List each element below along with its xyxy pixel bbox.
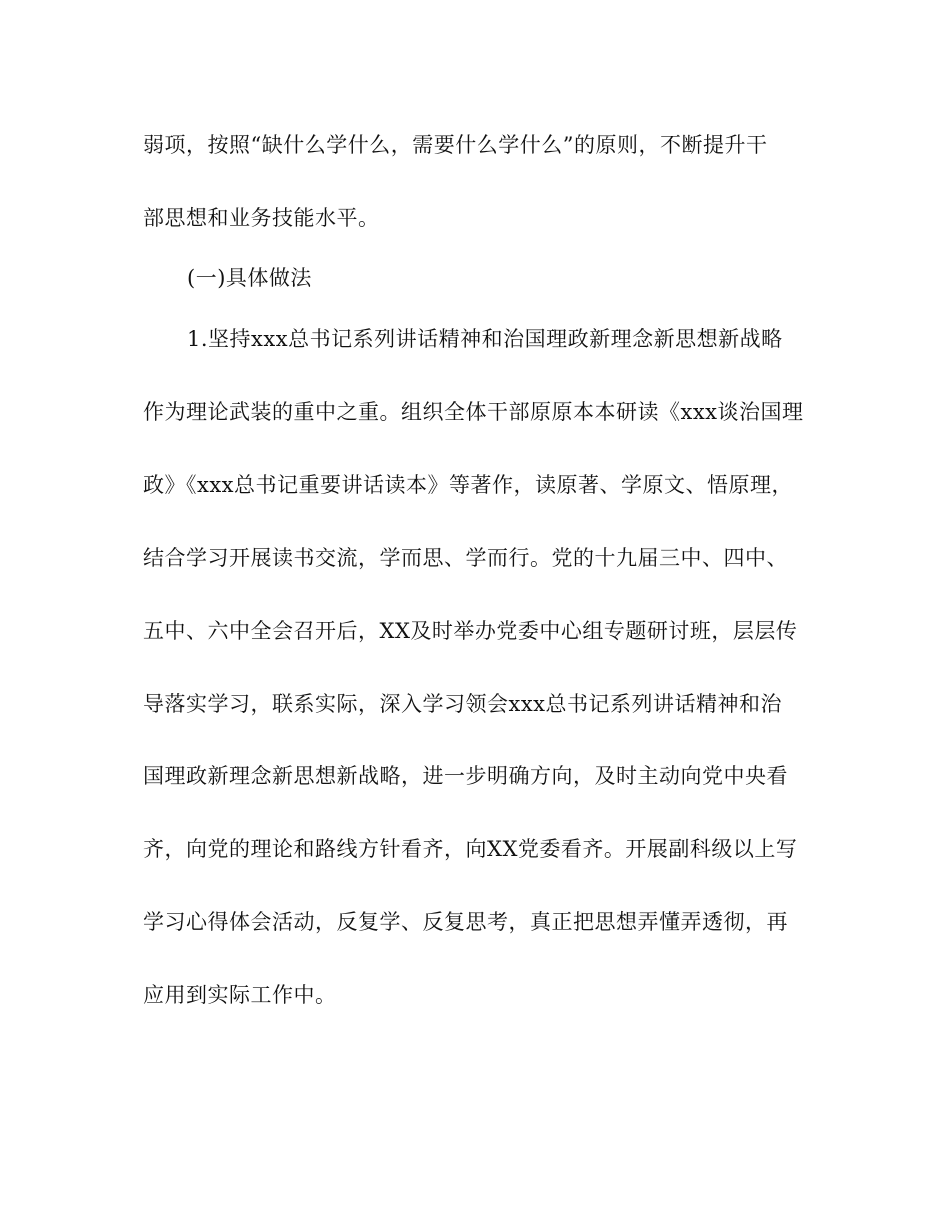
paragraph-line: 学习心得体会活动，反复学、反复思考，真正把思想弄懂弄透彻，再 [143, 910, 788, 934]
paragraph-line: 作为理论武装的重中之重。组织全体干部原原本本研读《xxx谈治国理 [143, 400, 804, 424]
paragraph-line: 政》《xxx总书记重要讲话读本》等著作，读原著、学原文、悟原理， [143, 473, 794, 497]
paragraph-line: 导落实学习，联系实际，深入学习领会xxx总书记系列讲话精神和治 [143, 692, 783, 716]
paragraph-line: 部思想和业务技能水平。 [143, 206, 380, 230]
paragraph-line: 结合学习开展读书交流，学而思、学而行。党的十九届三中、四中、 [143, 546, 788, 570]
paragraph-line: 国理政新理念新思想新战略，进一步明确方向，及时主动向党中央看 [143, 764, 788, 788]
paragraph-line: 应用到实际工作中。 [143, 983, 337, 1007]
paragraph-line: 1.坚持xxx总书记系列讲话精神和治国理政新理念新思想新战略 [187, 327, 783, 351]
section-heading: (一)具体做法 [187, 266, 312, 290]
paragraph-line: 五中、六中全会召开后，XX及时举办党委中心组专题研讨班，层层传 [143, 619, 798, 643]
paragraph-line: 齐，向党的理论和路线方针看齐，向XX党委看齐。开展副科级以上写 [143, 837, 798, 861]
paragraph-line: 弱项，按照“缺什么学什么，需要什么学什么”的原则，不断提升干 [143, 133, 768, 157]
